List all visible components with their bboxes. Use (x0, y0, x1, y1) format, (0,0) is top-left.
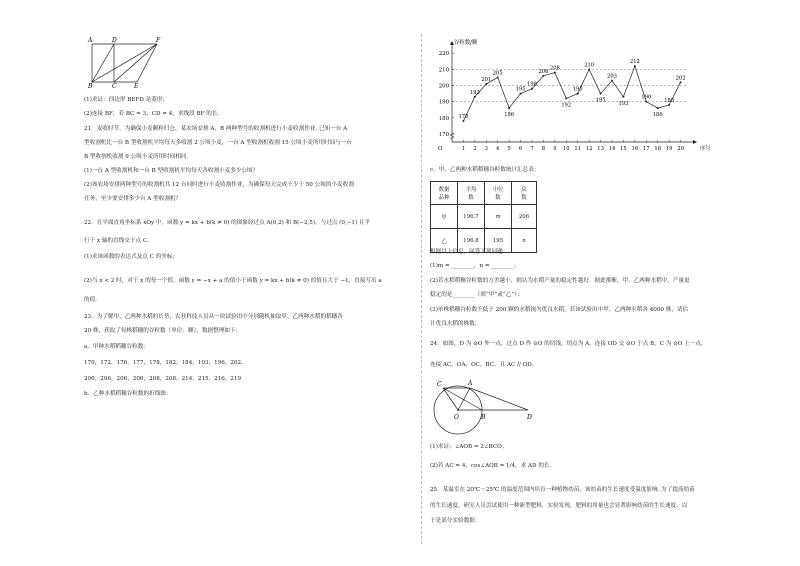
q23-data-a-title: a．甲种水稻稻穗谷粒数： (84, 344, 149, 350)
data-label: 186 (652, 112, 663, 119)
q23-part3-line2: 计优良水稻的株数. (430, 321, 477, 327)
x-tick-label: 14 (608, 146, 616, 152)
header-cell: 数据 品种 (431, 182, 458, 205)
label-B: B (481, 414, 486, 421)
data-point (680, 81, 682, 83)
data-label: 186 (504, 112, 515, 119)
label-D: D (112, 37, 117, 44)
q21-stem-line1: 21．麦收时节，为确保小麦颗粒归仓，某农场安排 A，B 两种型号的收割机进行小麦收割作业. 已知一台 A (84, 126, 348, 132)
data-point (474, 96, 476, 98)
x-tick-label: 16 (631, 146, 639, 152)
q23-stem-line2: 20 株，获取了每株稻穗的谷粒数（单位：颗），数据整理如下： (84, 328, 242, 334)
label-F: F (156, 37, 161, 44)
q21-stem-line3: B 型收割机收割 9 公顷小麦所用时间相同. (84, 154, 189, 160)
data-label: 205 (492, 70, 503, 77)
data-label: 195 (595, 97, 606, 104)
header-cell: 众 数 (512, 182, 537, 205)
label-B: B (88, 83, 93, 88)
line-chart (430, 38, 730, 158)
q22-part1: (1)求该函数的表达式及点 C 的坐标； (84, 254, 179, 260)
table-cell: 196.7 (458, 205, 485, 229)
data-label: 188 (664, 97, 675, 104)
x-tick-label: 11 (574, 146, 582, 152)
table-cell: 206 (512, 205, 537, 229)
data-label: 201 (481, 76, 492, 83)
x-tick-label: 9 (553, 146, 557, 152)
table-cell: 甲 (431, 205, 458, 229)
table-cell: n (512, 229, 537, 253)
x-tick-label: 17 (642, 146, 650, 152)
q23-stem-line1: 23．为了解甲、乙两种水稻的长势，农业科技人员从一块试验田中分别随机抽取甲、乙两种水稻的稻穗各 (84, 314, 343, 320)
label-A: A (468, 380, 473, 387)
parallelogram-figure (84, 36, 174, 88)
q23-part2-line1: (2)若水稻稻穗谷粒数的方差越小，则认为水稻产量的稳定性越好．据此推断，甲、乙两种水稻中，产量更 (430, 278, 690, 284)
q23-data-b-title: b．乙种水稻稻穗谷粒数的折线图： (84, 391, 172, 397)
data-label: 198 (527, 81, 537, 88)
data-point (508, 107, 510, 109)
data-point (600, 93, 602, 95)
data-label: 210 (584, 62, 595, 69)
data-label: 212 (629, 59, 640, 66)
x-axis-label: 序号 (700, 146, 711, 152)
x-tick-label: 12 (585, 146, 593, 152)
y-tick-label: 190 (438, 99, 449, 106)
data-point (577, 93, 579, 95)
y-tick-label: 170 (438, 131, 449, 138)
q20-part2: (2)连接 BF，若 BC = 3，CD = 4，求线段 BF 的长. (84, 111, 220, 117)
x-tick-label: 6 (518, 146, 523, 152)
label-D: D (527, 414, 532, 421)
data-point (611, 80, 613, 82)
q23-data-a-line2: 206，206，206，206，208，208，214，215，216，219 (84, 376, 242, 382)
y-tick-label: 210 (438, 67, 449, 74)
data-label: 195 (572, 86, 583, 93)
label-C: C (437, 381, 442, 388)
x-tick-label: 5 (507, 146, 511, 152)
data-point (668, 104, 670, 106)
q22-stem-line1: 22．在平面直角坐标系 xOy 中，函数 y = kx + b(k ≠ 0) 的图象经过点 A(0,2) 和 B(−2,5)，与过点 (0,−1) 且平 (84, 220, 371, 226)
x-tick-label: 7 (530, 146, 534, 152)
data-point (462, 120, 464, 122)
q22-part2-line2: 的值. (84, 297, 97, 303)
q21-part2-line1: (2)该农场安排两种型号的收割机共 12 台同时进行小麦收割作业，为确保每天完成不少于 50 公顷的小麦收割 (84, 182, 354, 188)
q20-part1: (1)求证：四边形 BEFD 是菱形； (84, 97, 168, 103)
table-cell: 196.8 (458, 229, 485, 253)
y-tick-label: 220 (438, 51, 449, 58)
q25-stem-line2: 的生长速度，研究人员尝试使用一种新型肥料，实验发现，肥料的用量也会显著影响幼苗的生长速度．以 (430, 503, 688, 509)
x-tick-label: 15 (620, 146, 627, 152)
x-tick-label: 13 (597, 146, 604, 152)
data-point (554, 72, 556, 74)
data-label: 193 (618, 100, 629, 107)
table-row (431, 205, 537, 229)
q21-part2-line2: 任务，至少要安排多少台 A 型收割机？ (84, 196, 182, 202)
label-E: E (134, 83, 139, 88)
x-tick-label: 20 (677, 146, 684, 152)
table-header-row (431, 182, 537, 205)
y-axis-label: 谷粒数/颗 (454, 40, 478, 46)
data-point (622, 96, 624, 98)
header-cell: 平均 数 (458, 182, 485, 205)
data-label: 206 (538, 68, 549, 75)
q23-data-a-line1: 170，172，176，177，178，182，184，193，196，202， (84, 360, 247, 366)
table-title: c．甲、乙两种水稻稻穗谷粒数统计汇总表： (430, 167, 540, 173)
x-tick-label: 1 (461, 146, 466, 152)
x-tick-label: 8 (541, 146, 546, 152)
data-point (565, 97, 567, 99)
questions-intro: 根据以上信息，回答下列问题： (430, 249, 509, 255)
q24-part2: (2)若 AC = 4，cos∠AOB = 1/4，求 AD 的长. (430, 463, 552, 469)
data-point (520, 93, 522, 95)
q21-stem-line2: 型收割机比一台 B 型收割机平均每天多收割 2 公顷小麦，一台 A 型收割机收割 15 公顷小麦所用时间与一台 (84, 140, 352, 146)
data-point (645, 101, 647, 103)
table-cell: 195 (485, 229, 512, 253)
label-A: A (88, 37, 93, 44)
table-cell: 乙 (431, 229, 458, 253)
q25-stem-line1: 25．某温室在 20℃～25℃ 的温度范围内培育一种植物幼苗，该幼苗的生长速度受温度影响. 为了提高幼苗 (430, 487, 695, 493)
summary-table (430, 181, 537, 253)
origin-label: O (438, 146, 443, 152)
x-tick-label: 10 (562, 146, 570, 152)
q24-stem-line1: 24．如图，D 为 ⊙O 外一点，过点 D 作 ⊙O 的切线，切点为 A，连接 OD 交 ⊙O 于点 B，C 为 ⊙O 上一点， (430, 341, 707, 347)
label-C: C (112, 83, 117, 88)
header-cell: 中位 数 (485, 182, 512, 205)
circle-tangent-figure (430, 372, 540, 440)
x-tick-label: 2 (473, 146, 477, 152)
q22-part2-line1: (2)当 x < 2 时，对于 x 的每一个值，函数 y = −x + a 的值小于函数 y = kx + b(k ≠ 0) 的值且大于 −1，直接写出 a (84, 278, 382, 284)
data-point (485, 83, 487, 85)
data-label: 202 (675, 75, 686, 82)
data-point (542, 75, 544, 77)
x-tick-label: 3 (484, 146, 488, 152)
x-tick-label: 18 (654, 146, 662, 152)
q23-part1: (1)m = ________，n = ________； (430, 263, 520, 269)
column-divider (421, 34, 422, 544)
x-tick-label: 4 (496, 146, 500, 152)
x-axis-arrow (693, 140, 697, 144)
q24-stem-line2: 连接 AC，OA，OC，BC，且 AC // OD. (430, 362, 534, 368)
data-label: 192 (561, 102, 572, 109)
data-point (634, 65, 636, 67)
x-tick-label: 19 (665, 146, 673, 152)
data-point (657, 107, 659, 109)
q21-part1: (1)一台 A 型收割机和一台 B 型收割机平均每天各收割小麦多少公顷？ (84, 168, 259, 174)
data-label: 203 (607, 73, 617, 80)
data-label: 178 (458, 114, 469, 121)
data-label: 208 (549, 65, 560, 72)
q22-stem-line2: 行于 x 轴的直线交于点 C. (84, 238, 149, 244)
data-label: 193 (469, 89, 480, 96)
data-label: 190 (641, 94, 652, 101)
data-point (588, 68, 590, 70)
q25-stem-line3: 下是部分实验数据： (430, 518, 481, 524)
table-cell: m (485, 205, 512, 229)
y-tick-label: 180 (438, 115, 449, 122)
y-tick-label: 200 (438, 83, 449, 90)
data-point (497, 76, 499, 78)
label-O: O (454, 414, 459, 421)
q23-part3-line1: (3)单株稻穗谷粒数不低于 200 颗的水稻视为优良水稻，若该试验田中甲、乙两种水稻各 4000 株，请估 (430, 307, 689, 313)
data-point (531, 88, 533, 90)
data-label: 195 (515, 86, 526, 93)
q23-part2-line2: 稳定的是________（填“甲”或“乙”）； (430, 292, 523, 298)
q24-part1: (1)求证：∠AOB = 2∠BCO； (430, 444, 508, 450)
